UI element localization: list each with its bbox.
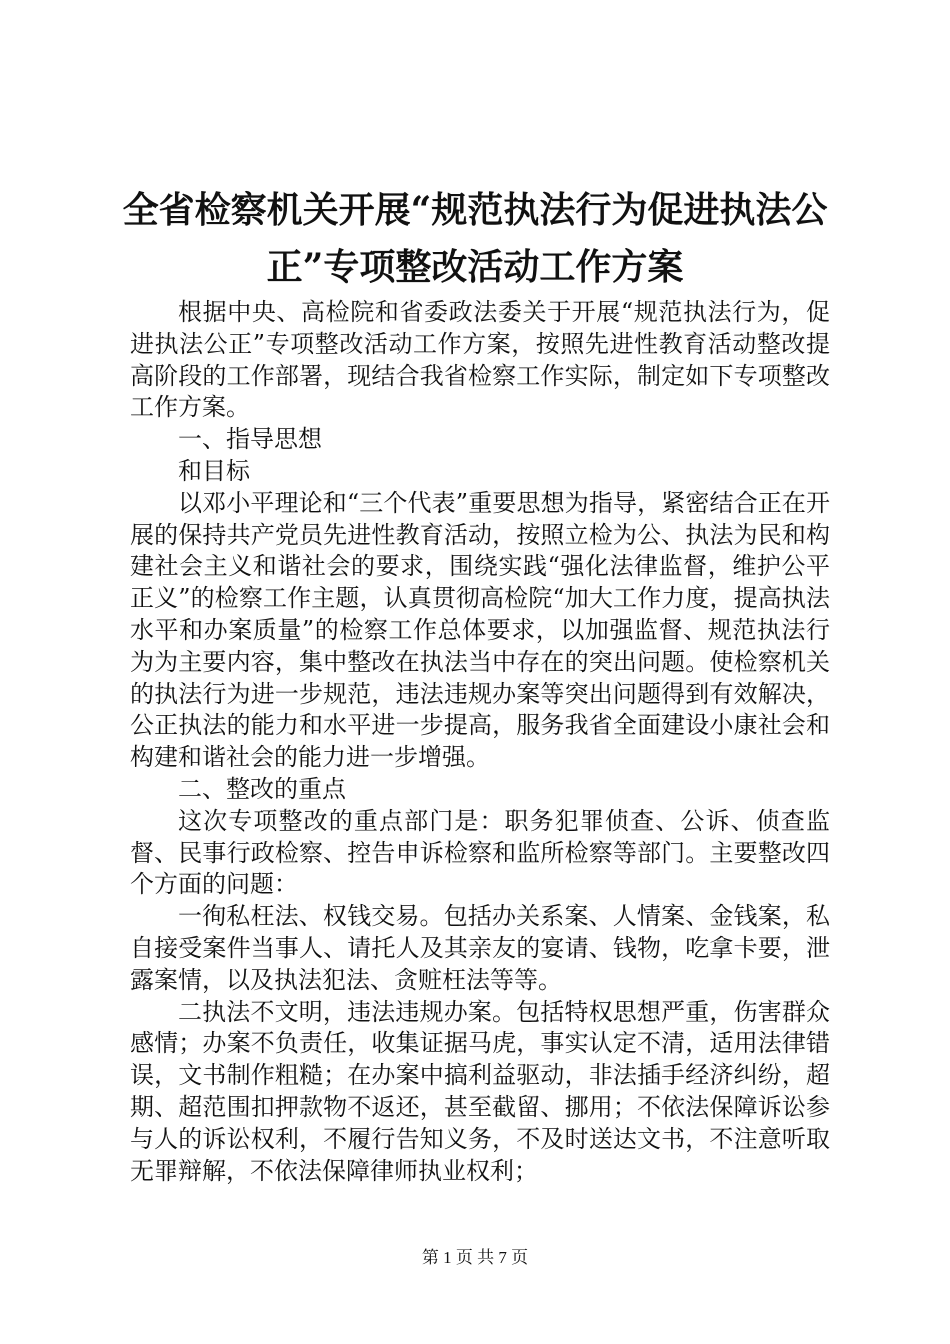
document-body [130, 297, 830, 1187]
guiding-ideology-paragraph: 以邓小平理论和“三个代表”重要思想为指导，紧密结合正在开展的保持共产党员先进性教育活动，按照立检为公、执法为民和构建社会主义和谐社会的要求，围绕实践“强化法律监督，维护公平正义”的检察工作主题，认真贯彻高检院“加大工作力度，提高执法水平和办案质量”的检察工作总体要求，以加强监督、规范执法行为为主要内容，集中整改在执法当中存在的突出问题。使检察机关的执法行为进一步规范，违法违规办案等突出问题得到有效解决，公正执法的能力和水平进一步提高，服务我省全面建设小康社会和构建和谐社会的能力进一步增强。 [130, 488, 830, 772]
section-heading-continuation: 和目标 [178, 456, 250, 485]
intro-paragraph: 根据中央、高检院和省委政法委关于开展“规范执法行为，促进执法公正”专项整改活动工作方案，按照先进性教育活动整改提高阶段的工作部署，现结合我省检察工作实际，制定如下专项整改工作方案。 [130, 298, 830, 422]
section-heading-key-points: 二、整改的重点 [178, 774, 346, 803]
issue-one-paragraph: 一徇私枉法、权钱交易。包括办关系案、人情案、金钱案，私自接受案件当事人、请托人及其亲友的宴请、钱物，吃拿卡要，泄露案情，以及执法犯法、贪赃枉法等等。 [130, 902, 830, 994]
document-title-line-1: 全省检察机关开展“规范执法行为促进执法公 [122, 189, 828, 231]
section-heading-guiding-ideology: 一、指导思想 [178, 425, 322, 454]
page-footer: 第 1 页 共 7 页 [421, 1248, 529, 1267]
issue-two-paragraph: 二执法不文明，违法违规办案。包括特权思想严重，伤害群众感情；办案不负责任，收集证据马虎，事实认定不清，适用法律错误，文书制作粗糙；在办案中搞利益驱动，非法插手经济纠纷，超期、超范围扣押款物不返还，甚至截留、挪用；不依法保障诉讼参与人的诉讼权利，不履行告知义务，不及时送达文书，不注意听取无罪辩解，不依法保障律师执业权利； [130, 997, 830, 1185]
key-departments-paragraph: 这次专项整改的重点部门是：职务犯罪侦查、公诉、侦查监督、民事行政检察、控告申诉检察和监所检察等部门。主要整改四个方面的问题： [130, 806, 830, 899]
document-title-line-2: 正”专项整改活动工作方案 [266, 246, 684, 288]
